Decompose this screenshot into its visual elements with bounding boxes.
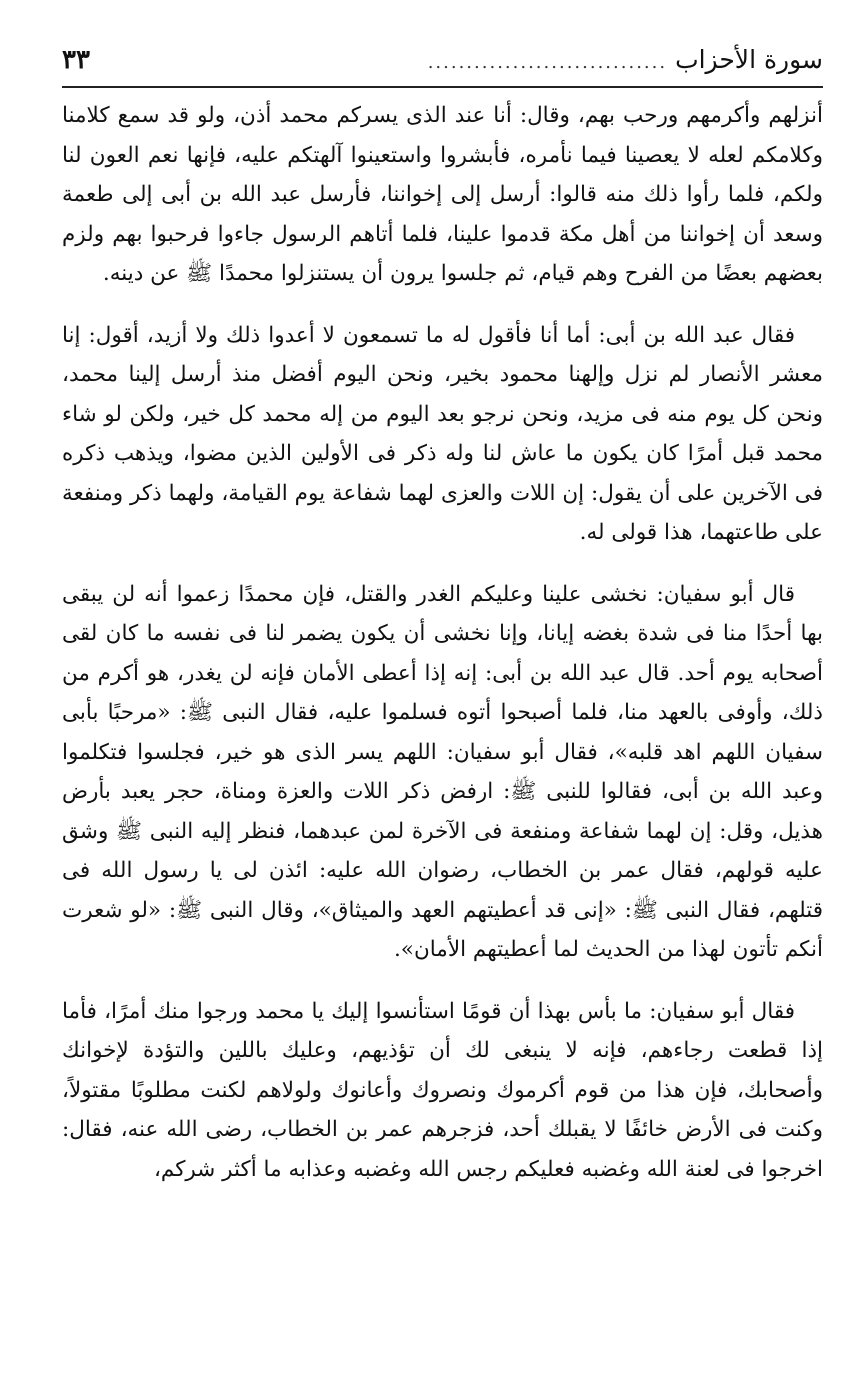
paragraph: فقال أبو سفيان: ما بأس بهذا أن قومًا استأنسوا إليك يا محمد ورجوا منك أمرًا، فأما إذا قطعت رجاءهم، فإنه لا ينبغى لك أن تؤذيهم، وعليك باللين والتؤدة لإخوانك وأصحابك، فإن هذا من قوم أكرموك ونصروك وأعانوك ولولاهم لكنت مطلوبًا مقتولاً، وكنت فى الأرض خائفًا لا يقبلك أحد، فزجرهم عمر بن الخطاب، رضى الله عنه، فقال: اخرجوا فى لعنة الله وغضبه فعليكم رجس الله وغضبه وعذابه ما أكثر شركم،: [62, 998, 823, 1182]
page-number: ٣٣: [62, 45, 90, 75]
paragraph: قال أبو سفيان: نخشى علينا وعليكم الغدر والقتل، فإن محمدًا زعموا أنه لن يبقى بها أحدًا منا فى شدة بغضه إيانا، وإنا نخشى أن يكون يضمر لنا فى نفسه ما كان لقى أصحابه يوم أحد. قال عبد الله بن أبى: إنه إذا أعطى الأمان فإنه لن يغدر، هو أكرم من ذلك، وأوفى بالعهد منا، فلما أصبحوا أتوه فسلموا عليه، فقال النبى ﷺ: «مرحبًا بأبى سفيان اللهم اهد قلبه»، فقال أبو سفيان: اللهم يسر الذى هو خير، فجلسوا فتكلموا وعبد الله بن أبى، فقالوا للنبى ﷺ: ارفض ذكر اللات والعزة ومناة، حجر يعبد بأرض هذيل، وقل: إن لهما شفاعة ومنفعة فى الآخرة لمن عبدهما، فنظر إليه النبى ﷺ وشق عليه قولهم، فقال عمر بن الخطاب، رضوان الله عليه: ائذن لى يا رسول الله فى قتلهم، فقال النبى ﷺ: «إنى قد أعطيتهم العهد والميثاق»، وقال النبى ﷺ: «لو شعرت أنكم تأتون لهذا من الحديث لما أعطيتهم الأمان».: [62, 581, 823, 962]
header-divider: [62, 86, 823, 88]
running-header: [62, 40, 823, 83]
paragraph: فقال عبد الله بن أبى: أما أنا فأقول له ما تسمعون لا أعدوا ذلك ولا أزيد، أقول: إنا معشر الأنصار لم نزل وإلهنا محمود بخير، ونحن اليوم أفضل منذ أرسل إلينا محمد، ونحن كل يوم منه فى مزيد، ونحن نرجو بعد اليوم من إله محمد كل خير، ولكن لو شاء محمد قبل أمرًا كان يكون ما عاش لنا وله ذكر فى الأولين الذين مضوا، ويذهب ذكره فى الآخرين على أن يقول: إن اللات والعزى لهما شفاعة يوم القيامة، ولهما ذكر ومنفعة على طاعتهما، هذا قولى له.: [62, 322, 823, 545]
sura-title: سورة الأحزاب: [675, 45, 823, 74]
paragraph: أنزلهم وأكرمهم ورحب بهم، وقال: أنا عند الذى يسركم محمد أذن، ولو قد سمع كلامنا وكلامكم لعله لا يعصينا فيما نأمره، فأبشروا واستعينوا آلهتكم عليه، فإنها نعم العون لنا ولكم، فلما رأوا ذلك منه قالوا: أرسل إلى إخواننا، فأرسل عبد الله بن أبى إلى طعمة وسعد أن إخواننا من أهل مكة قدموا علينا، فلما أتاهم الرسول جاءوا فرحبوا بهم ولزم بعضهم بعضًا من الفرح وهم قيام، ثم جلسوا يرون أن يستنزلوا محمدًا ﷺ عن دينه.: [62, 103, 823, 286]
body-text: [62, 96, 823, 1189]
header-leader-dots: ...............................: [427, 52, 668, 73]
